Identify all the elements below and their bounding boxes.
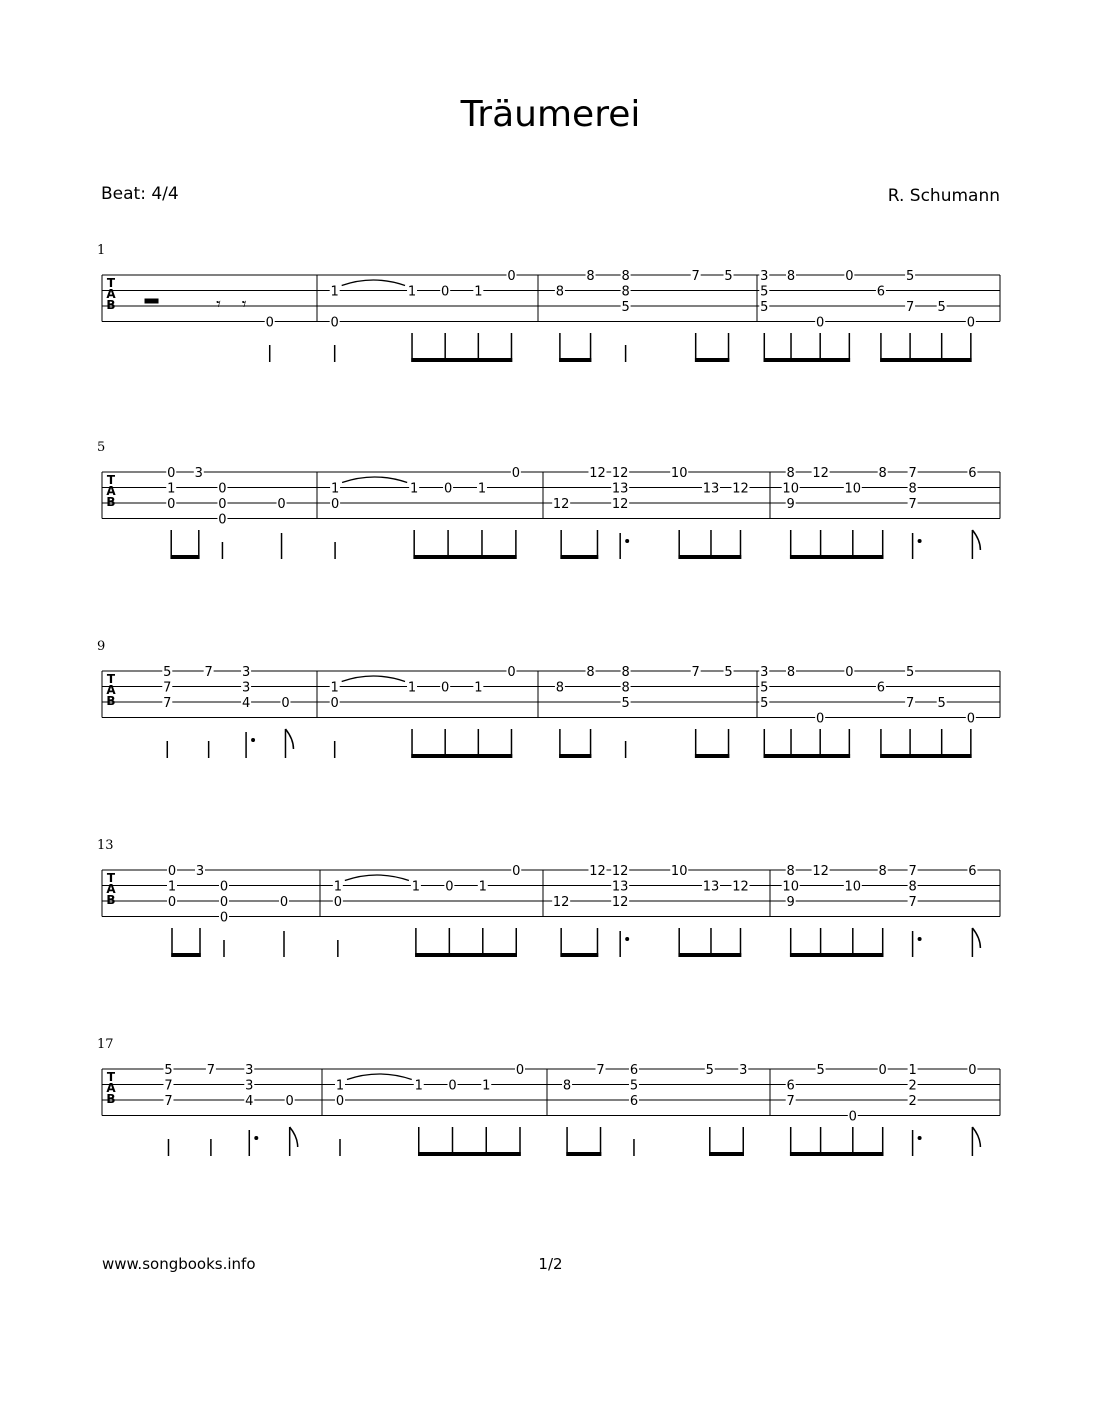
beam [764, 358, 851, 362]
fret-number: 5 [760, 284, 769, 300]
fret-number: 8 [786, 864, 795, 879]
fret-number: 12 [611, 895, 629, 910]
fret-number: 12 [732, 879, 749, 895]
fret-number: 9 [786, 895, 795, 910]
fret-number: 7 [691, 665, 700, 680]
rhythm-dot [918, 937, 922, 941]
fret-number: 7 [206, 1063, 216, 1078]
fret-number: 1 [407, 680, 417, 696]
fret-number: 0 [845, 269, 854, 284]
measure-number: 9 [97, 639, 106, 654]
fret-number: 0 [966, 711, 975, 727]
fret-number: 3 [194, 466, 203, 481]
beam [880, 754, 971, 758]
fret-number: 5 [621, 300, 630, 315]
fret-number: 0 [265, 315, 274, 331]
fret-number: 5 [705, 1063, 714, 1078]
fret-number: 8 [786, 269, 796, 284]
beam [695, 754, 729, 758]
fret-number: 0 [515, 1063, 525, 1078]
fret-number: 13 [611, 879, 629, 895]
fret-number: 1 [330, 680, 339, 696]
fret-number: 5 [905, 665, 915, 680]
fret-number: 12 [611, 497, 629, 512]
fret-number: 12 [812, 466, 829, 481]
fret-number: 0 [167, 497, 176, 512]
eighth-flag [972, 1127, 980, 1147]
tab-clef-letter: T [106, 672, 116, 686]
tab-clef-letter: B [106, 893, 116, 907]
tab-clef-letter: A [106, 882, 116, 896]
eighth-rest: 𝄾 [216, 294, 221, 315]
fret-number: 1 [414, 1078, 423, 1094]
fret-number: 0 [445, 879, 454, 895]
tab-system [97, 243, 1000, 362]
fret-number: 12 [589, 466, 606, 481]
fret-number: 10 [782, 879, 799, 895]
fret-number: 0 [511, 466, 521, 481]
tie-arc [342, 280, 405, 286]
fret-number: 3 [245, 1063, 254, 1078]
fret-number: 7 [786, 1094, 795, 1109]
fret-number: 0 [277, 497, 286, 512]
footer-website: www.songbooks.info [102, 1255, 256, 1273]
fret-number: 5 [905, 269, 915, 284]
fret-number: 8 [621, 665, 630, 680]
fret-number: 0 [279, 895, 289, 910]
fret-number: 9 [786, 497, 795, 512]
fret-number: 4 [241, 696, 251, 711]
fret-number: 0 [281, 696, 290, 711]
fret-number: 10 [844, 879, 862, 895]
song-title: Träumerei [460, 94, 641, 135]
beam [413, 555, 516, 559]
fret-number: 1 [482, 1078, 491, 1094]
fret-number: 1 [411, 879, 421, 895]
fret-number: 8 [908, 481, 917, 497]
fret-number: 0 [218, 512, 227, 528]
fret-number: 0 [219, 895, 229, 910]
fret-number: 8 [908, 879, 917, 895]
fret-number: 8 [878, 864, 887, 879]
beam [790, 555, 884, 559]
fret-number: 7 [164, 1078, 173, 1094]
beam [678, 953, 741, 957]
time-signature-label: Beat: 4/4 [101, 184, 179, 204]
tie-arc [345, 875, 409, 881]
eighth-rest: 𝄾 [241, 294, 247, 315]
fret-number: 5 [621, 696, 630, 711]
fret-number: 12 [552, 895, 570, 910]
beam [411, 358, 512, 362]
fret-number: 8 [586, 269, 595, 284]
fret-number: 0 [441, 284, 450, 300]
fret-number: 0 [167, 466, 176, 481]
rhythm-dot [918, 1136, 922, 1140]
tab-system [97, 1037, 1000, 1156]
fret-number: 3 [195, 864, 205, 879]
fret-number: 8 [621, 269, 630, 284]
rhythm-dot [254, 1136, 258, 1140]
fret-number: 1 [407, 284, 417, 300]
fret-number: 13 [702, 879, 720, 895]
tie-arc [342, 676, 405, 682]
fret-number: 12 [611, 864, 629, 879]
measure-number: 17 [97, 1037, 114, 1052]
fret-number: 3 [245, 1078, 254, 1094]
fret-number: 7 [908, 864, 917, 879]
fret-number: 12 [812, 864, 829, 879]
fret-number: 6 [876, 680, 886, 696]
fret-number: 0 [219, 910, 229, 926]
fret-number: 5 [724, 665, 733, 680]
fret-number: 0 [966, 315, 975, 331]
fret-number: 8 [555, 284, 565, 300]
fret-number: 10 [670, 466, 688, 481]
tab-clef-letter: B [106, 298, 116, 312]
fret-number: 2 [908, 1078, 917, 1094]
tab-system [97, 440, 1000, 559]
beam [170, 555, 199, 559]
beam [790, 953, 884, 957]
tab-clef-letter: B [106, 694, 116, 708]
fret-number: 6 [629, 1063, 639, 1078]
fret-number: 0 [218, 481, 227, 497]
fret-number: 1 [908, 1063, 917, 1078]
beam [171, 953, 201, 957]
fret-number: 1 [335, 1078, 345, 1094]
fret-number: 0 [845, 665, 854, 680]
fret-number: 8 [562, 1078, 572, 1094]
fret-number: 7 [163, 680, 172, 696]
eighth-flag [972, 530, 980, 550]
fret-number: 8 [555, 680, 565, 696]
measure-number: 5 [97, 440, 106, 455]
fret-number: 3 [241, 680, 251, 696]
fret-number: 7 [164, 1094, 173, 1109]
fret-number: 7 [596, 1063, 605, 1078]
fret-number: 13 [611, 481, 629, 497]
page-number: 1/2 [538, 1255, 563, 1273]
fret-number: 8 [621, 284, 630, 300]
beam [418, 1152, 521, 1156]
fret-number: 12 [589, 864, 606, 879]
fret-number: 8 [586, 665, 595, 680]
tab-clef-letter: T [106, 1070, 116, 1084]
fret-number: 5 [937, 696, 946, 711]
beam [678, 555, 741, 559]
beam [560, 555, 598, 559]
fret-number: 0 [333, 895, 342, 910]
beam [560, 953, 598, 957]
fret-number: 1 [330, 481, 340, 497]
beam [695, 358, 729, 362]
fret-number: 1 [330, 284, 339, 300]
fret-number: 2 [908, 1094, 917, 1109]
fret-number: 1 [474, 284, 483, 300]
beam [709, 1152, 744, 1156]
fret-number: 1 [333, 879, 342, 895]
fret-number: 0 [816, 711, 825, 727]
fret-number: 10 [782, 481, 799, 497]
fret-number: 0 [878, 1063, 887, 1078]
fret-number: 3 [739, 1063, 748, 1078]
fret-number: 5 [816, 1063, 825, 1078]
fret-number: 0 [330, 497, 340, 512]
fret-number: 4 [245, 1094, 254, 1109]
fret-number: 0 [218, 497, 227, 512]
tab-clef-letter: T [106, 871, 116, 885]
fret-number: 5 [163, 665, 172, 680]
tab-clef-letter: B [106, 1092, 116, 1106]
beam [764, 754, 851, 758]
fret-number: 1 [167, 879, 177, 895]
fret-number: 0 [848, 1109, 857, 1125]
fret-number: 0 [512, 864, 521, 879]
eighth-flag [972, 928, 980, 948]
fret-number: 12 [611, 466, 629, 481]
tab-system [97, 838, 1000, 957]
fret-number: 1 [478, 879, 487, 895]
fret-number: 1 [477, 481, 487, 497]
fret-number: 0 [968, 1063, 977, 1078]
measure-number: 1 [97, 243, 106, 258]
eighth-flag [285, 729, 293, 749]
fret-number: 7 [905, 300, 915, 315]
half-rest [145, 299, 159, 304]
fret-number: 7 [908, 466, 917, 481]
fret-number: 3 [760, 269, 769, 284]
rhythm-dot [251, 738, 255, 742]
fret-number: 8 [878, 466, 887, 481]
rhythm-dot [625, 937, 629, 941]
fret-number: 3 [241, 665, 251, 680]
tab-clef-letter: A [106, 287, 116, 301]
fret-number: 10 [844, 481, 862, 497]
fret-number: 5 [164, 1063, 173, 1078]
fret-number: 0 [441, 680, 450, 696]
fret-number: 5 [937, 300, 946, 315]
fret-number: 0 [507, 269, 516, 284]
fret-number: 5 [760, 300, 769, 315]
rhythm-dot [918, 539, 922, 543]
fret-number: 7 [908, 895, 917, 910]
fret-number: 0 [443, 481, 453, 497]
measure-number: 13 [97, 838, 114, 853]
tab-clef-letter: T [106, 276, 116, 290]
tab-clef-letter: A [106, 484, 116, 498]
fret-number: 8 [786, 665, 796, 680]
fret-number: 3 [760, 665, 769, 680]
fret-number: 0 [448, 1078, 457, 1094]
fret-number: 8 [621, 680, 630, 696]
fret-number: 12 [552, 497, 570, 512]
fret-number: 10 [670, 864, 688, 879]
fret-number: 0 [285, 1094, 294, 1109]
fret-number: 0 [330, 696, 339, 711]
fret-number: 13 [702, 481, 720, 497]
composer-name: R. Schumann [887, 186, 1000, 206]
eighth-flag [290, 1127, 298, 1147]
fret-number: 0 [335, 1094, 345, 1109]
fret-number: 6 [629, 1094, 639, 1109]
tie-arc [347, 1074, 412, 1080]
fret-number: 7 [163, 696, 172, 711]
fret-number: 8 [786, 466, 795, 481]
beam [411, 754, 512, 758]
fret-number: 7 [204, 665, 213, 680]
fret-number: 7 [905, 696, 915, 711]
beam [415, 953, 517, 957]
fret-number: 6 [876, 284, 886, 300]
tab-clef-letter: A [106, 1081, 116, 1095]
fret-number: 0 [330, 315, 339, 331]
tie-arc [342, 477, 407, 483]
fret-number: 0 [219, 879, 229, 895]
rhythm-dot [625, 539, 629, 543]
beam [790, 1152, 884, 1156]
fret-number: 1 [474, 680, 483, 696]
beam [880, 358, 971, 362]
tab-clef-letter: A [106, 683, 116, 697]
fret-number: 6 [968, 864, 977, 879]
fret-number: 5 [760, 696, 769, 711]
fret-number: 5 [629, 1078, 639, 1094]
fret-number: 1 [410, 481, 419, 497]
fret-number: 5 [760, 680, 769, 696]
beam [559, 358, 591, 362]
fret-number: 5 [724, 269, 733, 284]
fret-number: 7 [908, 497, 917, 512]
beam [566, 1152, 601, 1156]
fret-number: 0 [816, 315, 825, 331]
fret-number: 12 [732, 481, 749, 497]
fret-number: 6 [786, 1078, 795, 1094]
tab-clef-letter: T [106, 473, 116, 487]
tab-system [97, 639, 1000, 758]
fret-number: 0 [507, 665, 516, 680]
fret-number: 6 [968, 466, 977, 481]
tab-clef-letter: B [106, 495, 116, 509]
fret-number: 7 [691, 269, 700, 284]
fret-number: 0 [167, 864, 177, 879]
fret-number: 1 [167, 481, 176, 497]
fret-number: 0 [167, 895, 177, 910]
beam [559, 754, 591, 758]
